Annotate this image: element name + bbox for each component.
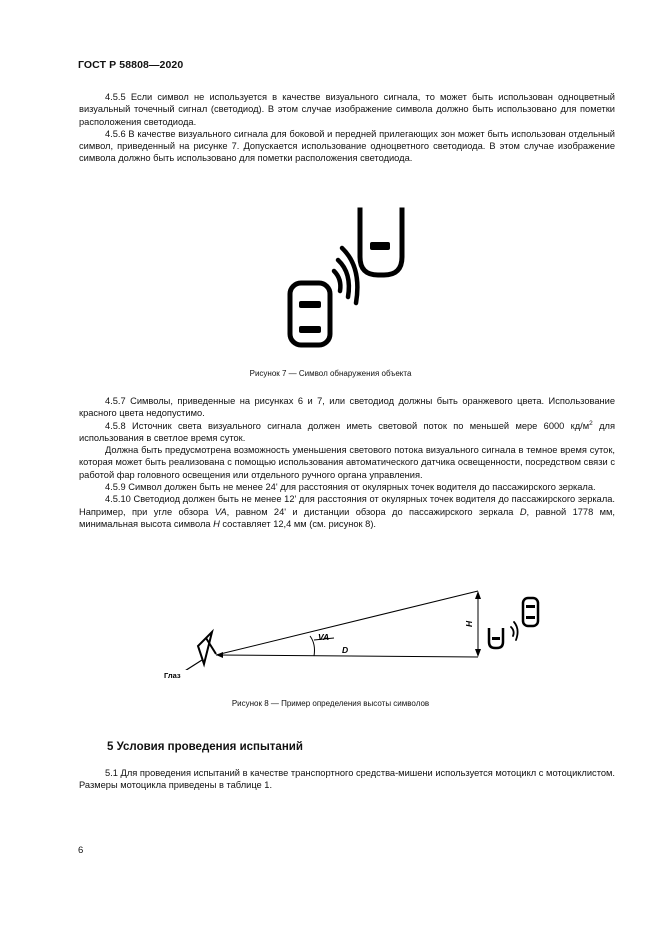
text-block-1 <box>79 91 615 165</box>
height-label: H <box>464 620 474 627</box>
section-5-heading: 5 Условия проведения испытаний <box>107 741 303 753</box>
origin-arrow <box>216 652 223 658</box>
paragraph-4-5-10: 4.5.10 Светодиод должен быть не менее 12' для расстояния от окулярных точек водителя до пассажирского зеркала. Например, при угле обзора VA, равном 24' и дистанции обзора до пассажирского зеркала D, равной 1778 мм, минимальная высота символа H составляет 12,4 мм (см. рисунок 8). <box>79 494 615 529</box>
height-arrow-bottom <box>475 649 481 657</box>
paragraph-4-5-7: 4.5.7 Символы, приведенные на рисунках 6 и 7, или светодиод должны быть оранжевого цвета. Использование красного цвета недопустимо. <box>79 396 615 419</box>
height-arrow-top <box>475 591 481 599</box>
paragraph-4-5-9: 4.5.9 Символ должен быть не менее 24' для расстояния от окулярных точек водителя до пассажирского зеркала. <box>105 482 596 493</box>
paragraph-4-5-5: 4.5.5 Если символ не используется в качестве визуального сигнала, то может быть использован одноцветный визуальный точечный сигнал (светодиод). В этом случае изображение символа должно быть использовано для пометки расположения светодиода. <box>79 92 615 127</box>
text-block-section-5 <box>79 767 615 792</box>
far-vehicle-icon-small <box>489 628 503 648</box>
paragraph-4-5-8: 4.5.8 Источник света визуального сигнала должен иметь световой поток по меньшей мере 6000 $кд/м^2$ для использования в светлое время суток. <box>79 419 615 443</box>
far-vehicle-icon <box>360 210 402 275</box>
va-label: VA <box>318 632 330 642</box>
signal-waves-icon <box>334 248 357 303</box>
distance-label: D <box>342 645 349 655</box>
figure-8-caption: Рисунок 8 — Пример определения высоты символов <box>231 699 430 708</box>
page-number: 6 <box>78 845 84 856</box>
paragraph-light-reduction: Должна быть предусмотрена возможность уменьшения светового потока визуального сигнала в темное время суток, которая может быть реализована с помощью использования автоматического датчика освещенности, посредством связи с работой фар головного освещения или отдельного ручного органа управления. <box>79 445 615 480</box>
text-block-2 <box>79 395 615 530</box>
paragraph-5-1: 5.1 Для проведения испытаний в качестве транспортного средства-мишени используется мотоцикл с мотоциклистом. Размеры мотоцикла приведены в таблице 1. <box>79 768 615 791</box>
signal-waves-icon-small <box>511 622 518 640</box>
document-header: ГОСТ Р 58808—2020 <box>78 59 184 71</box>
figure-7-caption: Рисунок 7 — Символ обнаружения объекта <box>249 369 412 378</box>
near-vehicle-icon <box>290 283 330 345</box>
figure-7-object-detection-symbol <box>280 205 410 355</box>
near-vehicle-icon-small <box>523 598 538 626</box>
eye-label: Глаз <box>164 671 181 680</box>
figure-8-symbol-height-diagram <box>150 588 560 688</box>
paragraph-4-5-6: 4.5.6 В качестве визуального сигнала для боковой и передней прилегающих зон может быть использован отдельный символ, приведенный на рисунке 7. Допускается использование одноцветного светодиода. В этом случае изображение символа должно быть использовано для пометки расположения светодиода. <box>79 128 615 164</box>
eye-icon <box>198 632 216 664</box>
